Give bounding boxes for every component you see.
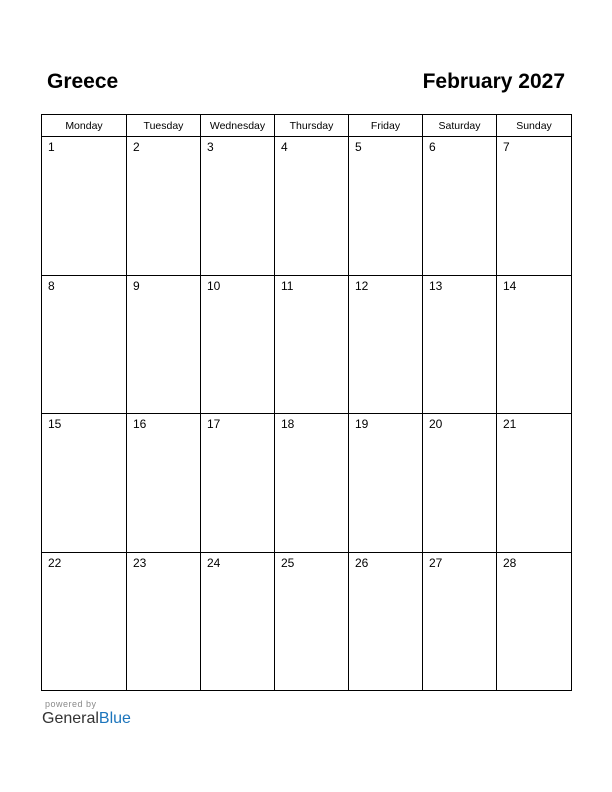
footer-branding — [42, 699, 131, 728]
day-number: 7 — [503, 140, 510, 154]
country-name: Greece — [47, 70, 119, 93]
day-number: 21 — [503, 417, 517, 431]
day-number: 11 — [281, 278, 294, 293]
week-row — [42, 552, 572, 691]
day-cell — [349, 414, 423, 553]
brand-general: General — [42, 710, 99, 727]
day-cell — [201, 275, 275, 414]
day-number: 1 — [48, 140, 55, 154]
powered-by-text: powered by — [45, 699, 97, 709]
day-cell — [127, 552, 201, 691]
day-cell — [423, 275, 497, 414]
month-title: February 2027 — [422, 70, 565, 93]
week-row — [42, 275, 572, 414]
day-cell — [201, 552, 275, 691]
day-cell — [275, 137, 349, 276]
day-cell — [42, 552, 127, 691]
day-cell — [42, 275, 127, 414]
day-number: 17 — [207, 417, 221, 431]
day-cell — [127, 137, 201, 276]
day-cell — [201, 137, 275, 276]
day-cell — [42, 137, 127, 276]
day-number: 4 — [281, 140, 288, 154]
day-number: 6 — [429, 140, 436, 154]
day-cell — [275, 275, 349, 414]
day-number: 23 — [133, 555, 147, 570]
day-number: 27 — [429, 555, 443, 570]
day-cell — [423, 414, 497, 553]
day-number: 22 — [48, 555, 62, 570]
day-cell — [497, 414, 572, 553]
day-cell — [423, 137, 497, 276]
day-cell — [349, 552, 423, 691]
day-number: 3 — [207, 140, 214, 154]
day-cell — [275, 552, 349, 691]
day-number: 16 — [133, 417, 147, 431]
day-cell — [497, 275, 572, 414]
day-cell — [349, 137, 423, 276]
day-number: 8 — [48, 278, 55, 293]
weekday-tuesday: Tuesday — [127, 115, 201, 137]
weekday-sunday: Sunday — [497, 115, 572, 137]
day-cell — [497, 552, 572, 691]
day-number: 5 — [355, 140, 362, 154]
day-cell — [275, 414, 349, 553]
weekday-monday: Monday — [42, 115, 127, 137]
day-number: 28 — [503, 555, 517, 570]
day-number: 25 — [281, 555, 295, 570]
day-cell — [497, 137, 572, 276]
day-number: 14 — [503, 278, 517, 293]
day-cell — [42, 414, 127, 553]
calendar-grid — [41, 114, 572, 691]
day-number: 19 — [355, 417, 369, 431]
day-cell — [423, 552, 497, 691]
day-cell — [127, 414, 201, 553]
day-number: 26 — [355, 555, 369, 570]
brand-blue: Blue — [98, 710, 131, 727]
day-number: 13 — [429, 278, 443, 293]
day-number: 2 — [133, 140, 140, 154]
weekday-thursday: Thursday — [275, 115, 349, 137]
weekday-friday: Friday — [349, 115, 423, 137]
day-number: 15 — [48, 417, 62, 431]
day-number: 20 — [429, 417, 443, 431]
week-row — [42, 414, 572, 553]
day-number: 9 — [133, 278, 140, 293]
weekday-header-row — [42, 115, 572, 137]
brand-logo — [42, 710, 131, 728]
page-header — [41, 70, 571, 100]
weekday-saturday: Saturday — [423, 115, 497, 137]
day-cell — [201, 414, 275, 553]
day-number: 10 — [207, 278, 221, 293]
day-cell — [127, 275, 201, 414]
day-number: 24 — [207, 555, 221, 570]
day-number: 18 — [281, 417, 295, 431]
weekday-wednesday: Wednesday — [201, 115, 275, 137]
week-row — [42, 137, 572, 276]
day-cell — [349, 275, 423, 414]
day-number: 12 — [355, 278, 369, 293]
